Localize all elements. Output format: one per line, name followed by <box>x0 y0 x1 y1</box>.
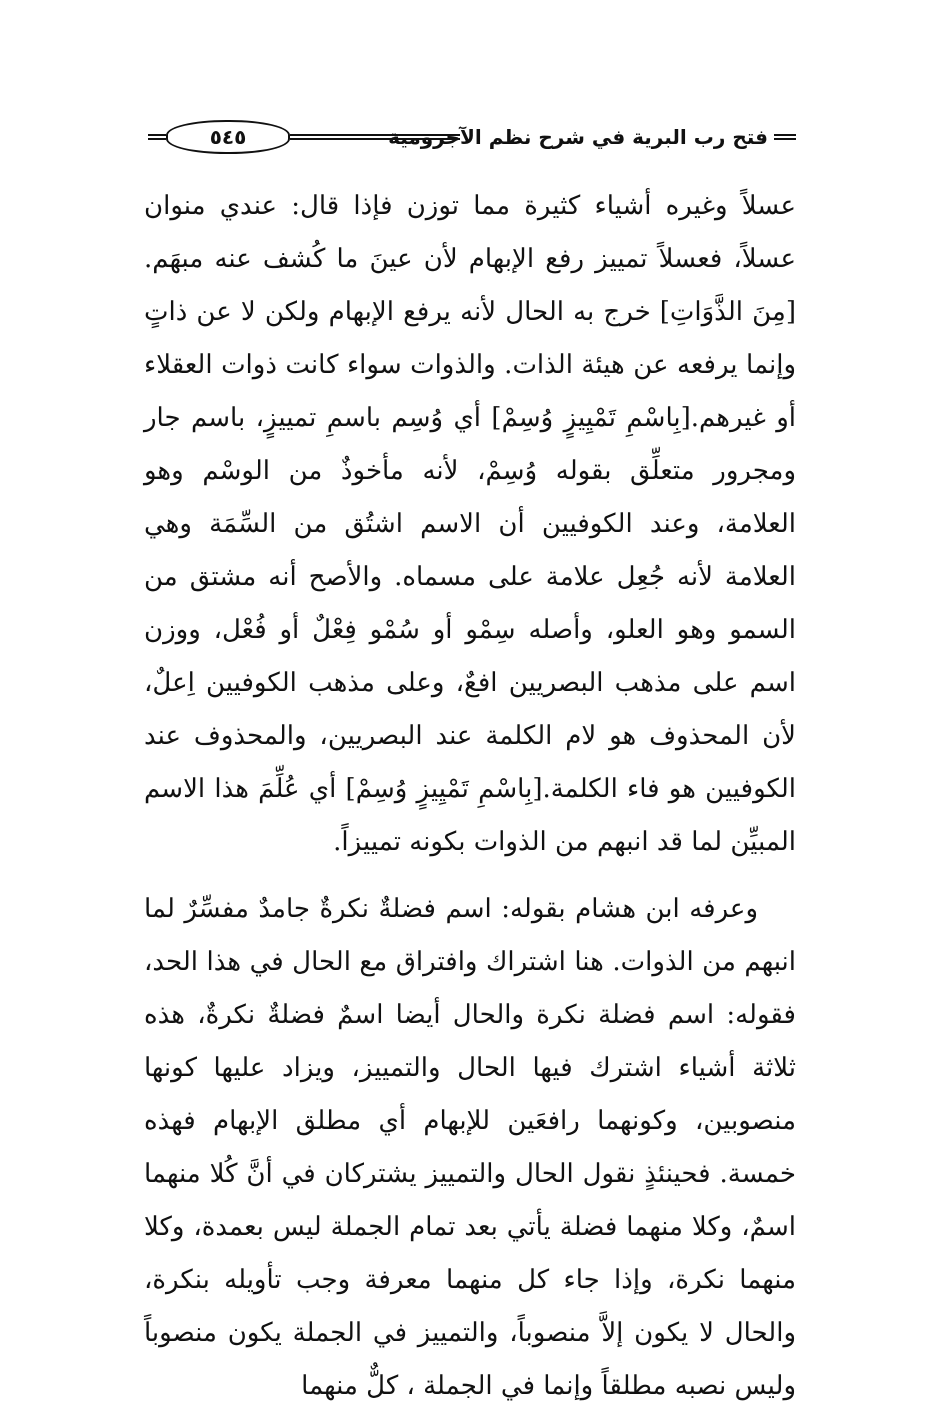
paragraph-1: عسلاً وغيره أشياء كثيرة مما توزن فإذا قال: عندي منوان عسلاً، فعسلاً تمييز رفع الإبهام لأن عينَ ما كُشف عنه مبهَم.[مِنَ الذَّوَاتِ] خرج به الحال لأنه يرفع الإبهام ولكن لا عن ذاتٍ وإنما يرفعه عن هيئة الذات. والذوات سواء كانت ذوات العقلاء أو غيرهم.[بِاسْمِ تَمْيِيزٍ وُسِمْ] أي وُسِم باسمِ تمييزٍ، باسم جار ومجرور متعلِّق بقوله وُسِمْ، لأنه مأخوذٌ من الوسْم وهو العلامة، وعند الكوفيين أن الاسم اشتُق من السِّمَة وهي العلامة لأنه جُعِل علامة على مسماه. والأصح أنه مشتق من السمو وهو العلو، وأصله سِمْو أو سُمْو فِعْلٌ أو فُعْل، ووزن اسم على مذهب البصريين افعٌ، وعلى مذهب الكوفيين اِعلٌ، لأن المحذوف هو لام الكلمة عند البصريين، والمحذوف عند الكوفيين هو فاء الكلمة.[بِاسْمِ تَمْيِيزٍ وُسِمْ] أي عُلِّمَ هذا الاسم المبيِّن لما قد انبهم من الذوات بكونه تمييزاً. <box>144 191 797 857</box>
book-title: فتح رب البرية في شرح نظم الآجرومية <box>388 125 768 149</box>
header-rule-left <box>148 134 166 140</box>
header-rule-middle <box>290 134 460 140</box>
body-text <box>144 180 796 1413</box>
page-number: ٥٤٥ <box>166 120 290 154</box>
header-rule-right <box>774 134 796 140</box>
paragraph-2: وعرفه ابن هشام بقوله: اسم فضلةٌ نكرةٌ جامدٌ مفسِّرٌ لما انبهم من الذوات. هنا اشتراك وافتراق مع الحال في هذا الحد، فقوله: اسم فضلة نكرة والحال أيضا اسمٌ فضلةٌ نكرةٌ، هذه ثلاثة أشياء اشترك فيها الحال والتمييز، ويزاد عليها كونها منصوبين، وكونهما رافعَين للإبهام أي مطلق الإبهام فهذه خمسة. فحينئذٍ نقول الحال والتمييز يشتركان في أنَّ كُلا منهما اسمٌ، وكلا منهما فضلة يأتي بعد تمام الجملة ليس بعمدة، وكلا منهما نكرة، وإذا جاء كل منهما معرفة وجب تأويله بنكرة، والحال لا يكون إلاَّ منصوباً، والتمييز في الجملة يكون منصوباً وليس نصبه مطلقاً وإنما في الجملة ، كلٌّ منهما <box>144 894 796 1401</box>
running-header <box>148 118 796 158</box>
